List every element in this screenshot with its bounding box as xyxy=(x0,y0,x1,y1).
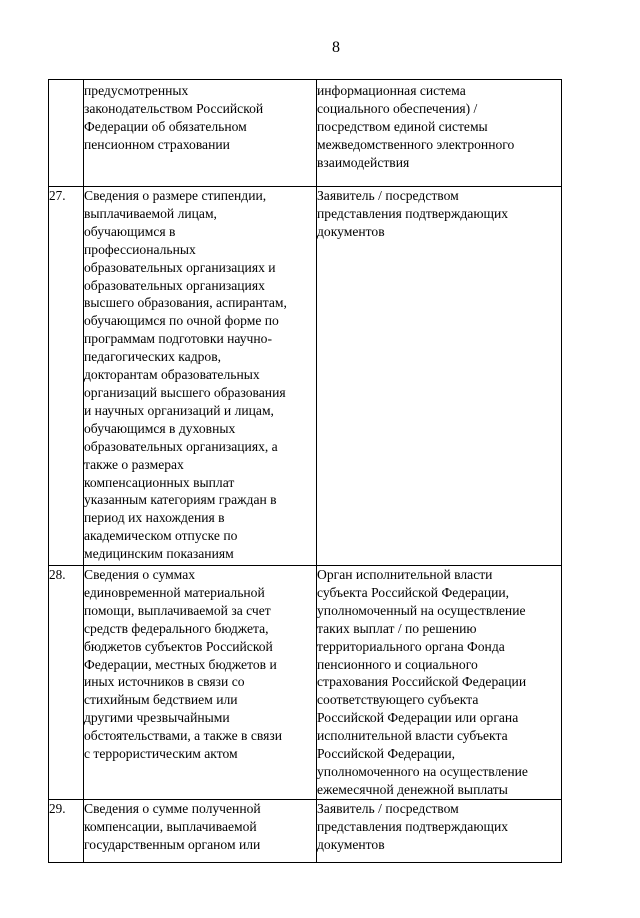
table-row xyxy=(49,800,562,863)
info-description: Сведения о размере стипендии, выплачиваемой лицам, обучающимся в профессиональных образовательных организациях и образовательных организациях высшего образования, аспирантам, обучающимся по очной форме по программам подготовки научно- педагогических кадров, докторантам образовательных организаций высшего образования и научных организаций и лицам, обучающимся в духовных образовательных организациях, а также о размерах компенсационных выплат указанным категориям граждан в период их нахождения в академическом отпуске по медицинским показаниям xyxy=(84,188,287,562)
table-row xyxy=(49,80,562,187)
info-description: Сведения о сумме полученной компенсации, выплачиваемой государственным органом или xyxy=(84,801,261,852)
info-description-cell xyxy=(84,80,317,187)
info-source: Орган исполнительной власти субъекта Российской Федерации, уполномоченный на осуществление таких выплат / по решению территориального органа Фонда пенсионного и социального страхования Российской Федерации соответствующего субъекта Российской Федерации или органа исполнительной власти субъекта Российской Федерации, уполномоченного на осуществление ежемесячной денежной выплаты xyxy=(317,567,528,797)
info-source-cell xyxy=(317,187,562,566)
info-source: Заявитель / посредством представления подтверждающих документов xyxy=(317,801,509,852)
info-description-cell xyxy=(84,800,317,863)
documents-table xyxy=(48,79,562,863)
table-row xyxy=(49,566,562,800)
page-number: 8 xyxy=(332,39,340,56)
row-number: 28. xyxy=(49,566,84,800)
table-row xyxy=(49,187,562,566)
info-source: Заявитель / посредством представления подтверждающих документов xyxy=(317,188,509,239)
info-source: информационная система социального обеспечения) / посредством единой системы межведомственного электронного взаимодействия xyxy=(317,83,515,170)
row-number: 29. xyxy=(49,800,84,863)
info-description: предусмотренных законодательством Российской Федерации об обязательном пенсионном страховании xyxy=(84,83,264,152)
info-source-cell xyxy=(317,800,562,863)
info-description-cell xyxy=(84,566,317,800)
info-source-cell xyxy=(317,566,562,800)
row-number: 27. xyxy=(49,187,84,566)
info-description-cell xyxy=(84,187,317,566)
row-number xyxy=(49,80,84,187)
info-source-cell xyxy=(317,80,562,187)
info-description: Сведения о суммах единовременной материальной помощи, выплачиваемой за счет средств федерального бюджета, бюджетов субъектов Российской Федерации, местных бюджетов и иных источников в связи со стихийным бедствием или другими чрезвычайными обстоятельствами, а также в связи с террористическим актом xyxy=(84,567,282,762)
